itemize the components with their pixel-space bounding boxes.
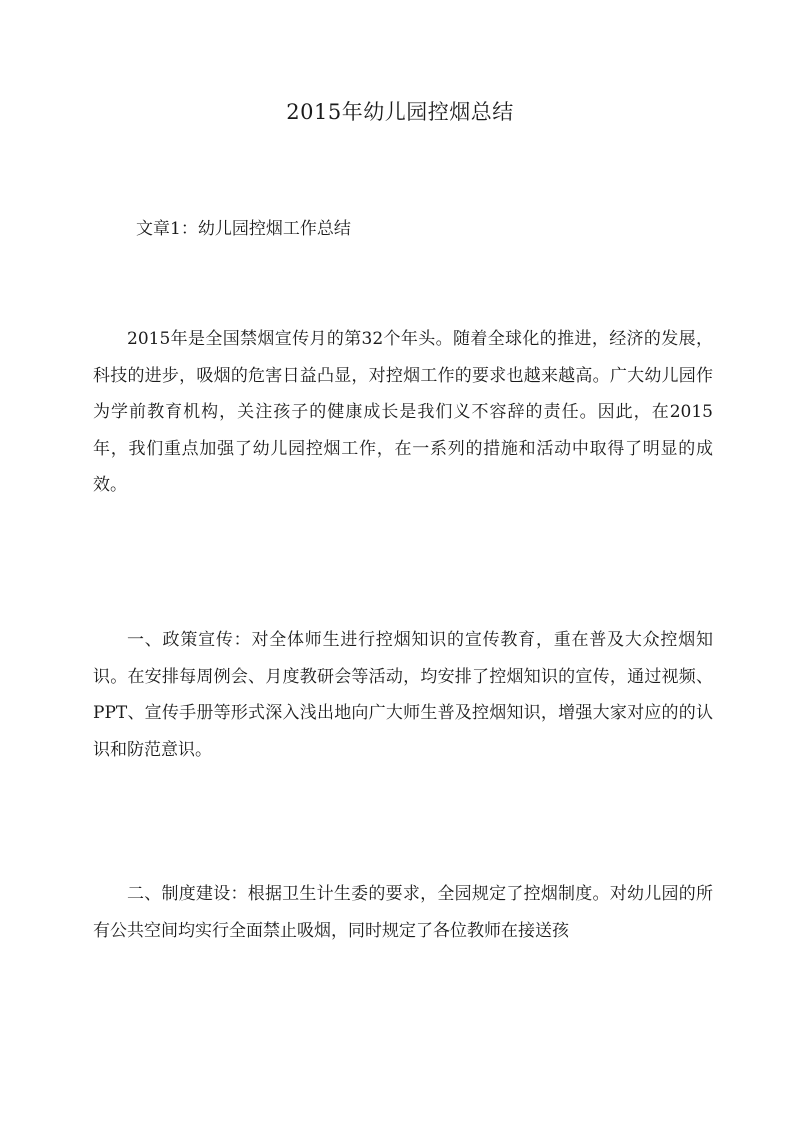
paragraph-intro: 2015年是全国禁烟宣传月的第32个年头。随着全球化的推进，经济的发展，科技的进步，吸烟的危害日益凸显，对控烟工作的要求也越来越高。广大幼儿园作为学前教育机构，关注孩子的健康成长是我们义不容辞的责任。因此，在2015年，我们重点加强了幼儿园控烟工作，在一系列的措施和活动中取得了明显的成效。 — [93, 329, 713, 495]
article-heading: 文章1：幼儿园控烟工作总结 — [136, 219, 351, 239]
paragraph-policy-promotion: 一、政策宣传：对全体师生进行控烟知识的宣传教育，重在普及大众控烟知识。在安排每周例会、月度教研会等活动，均安排了控烟知识的宣传，通过视频、PPT、宣传手册等形式深入浅出地向广大师生普及控烟知识，增强大家对应的的认识和防范意识。 — [93, 630, 713, 760]
paragraph-system-building: 二、制度建设：根据卫生计生委的要求，全园规定了控烟制度。对幼儿园的所有公共空间均实行全面禁止吸烟，同时规定了各位教师在接送孩 — [93, 884, 713, 941]
document-title: 2015年幼儿园控烟总结 — [286, 100, 514, 124]
